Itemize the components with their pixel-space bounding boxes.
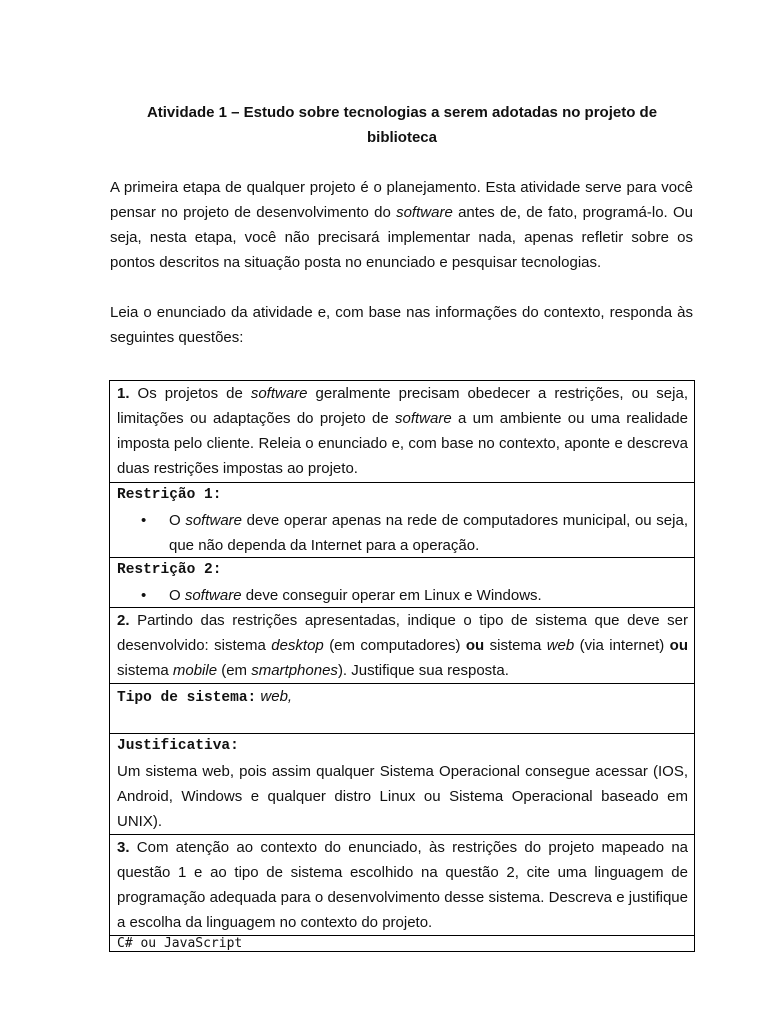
question-2-term-web: web <box>546 637 575 654</box>
question-2-text-i: sistema <box>117 662 173 679</box>
question-2-text-e: sistema <box>484 637 547 654</box>
question-1-text-e: a um ambiente ou uma realidade imposta pelo cliente. Releia o enunciado e, com base no contexto, aponte e descreva duas restrições impostas ao projeto. <box>117 410 688 477</box>
instruction-paragraph: Leia o enunciado da atividade e, com base nas informações do contexto, responda às seguintes questões: <box>110 304 693 346</box>
justification-text: Um sistema web, pois assim qualquer Sistema Operacional consegue acessar (IOS, Android, Windows e qualquer distro Linux ou Sistema Operacional baseado em UNIX). <box>117 763 688 830</box>
question-2-cell <box>110 607 694 683</box>
intro-software-term: software <box>396 204 453 221</box>
restriction-1-text-c: deve operar apenas na rede de computadores municipal, ou seja, que não dependa da Internet para a operação. <box>169 512 688 554</box>
question-3-text: Com atenção ao contexto do enunciado, às restrições do projeto mapeado na questão 1 e ao tipo de sistema escolhido na questão 2, cite uma linguagem de programação adequada para o desenvolvimento desse sistema. Descreva e justifique a escolha da linguagem no contexto do projeto. <box>117 839 688 931</box>
question-2-or-2: ou <box>669 637 688 654</box>
question-3-number: 3. <box>117 839 130 856</box>
answer-3-cell: C# ou JavaScript <box>110 935 694 951</box>
restriction-2-item <box>117 583 688 608</box>
restriction-2-cell <box>110 557 694 607</box>
question-1-text-a: Os projetos de <box>129 385 251 402</box>
bullet-icon: • <box>141 587 147 604</box>
question-2-term-desktop: desktop <box>271 637 324 654</box>
question-3-cell <box>110 834 694 935</box>
intro-text-2: antes de, de fato, programá-lo. Ou seja, nesta etapa, você não precisará implementar nada, apenas refletir sobre os pontos descritos na situação posta no enunciado e pesquisar tecnologias. <box>110 204 693 271</box>
question-1-cell <box>110 381 694 482</box>
restriction-1-item <box>117 508 688 558</box>
question-2-term-mobile: mobile <box>172 662 218 679</box>
question-2-number: 2. <box>117 612 130 629</box>
restriction-2-text-c: deve conseguir operar em Linux e Windows. <box>241 587 542 604</box>
questions-table <box>109 380 695 952</box>
intro-paragraph <box>110 175 693 275</box>
question-2-text-a: Partindo das restrições apresentadas, indique o tipo de sistema que deve ser desenvolvido: sistema <box>117 612 688 654</box>
system-type-value: web, <box>260 688 293 705</box>
system-type-cell <box>110 683 694 733</box>
restriction-2-label: Restrição 2: <box>117 562 222 578</box>
system-type-label: Tipo de sistema: <box>117 690 257 706</box>
question-2-text-g: (via internet) <box>574 637 670 654</box>
question-2-text-m: ). Justifique sua resposta. <box>337 662 509 679</box>
question-1-text-c: geralmente precisam obedecer a restrições, ou seja, limitações ou adaptações do projeto de <box>117 385 688 427</box>
question-1-number: 1. <box>117 385 130 402</box>
restriction-1-cell <box>110 482 694 557</box>
justification-cell <box>110 733 694 834</box>
intro-text-1: A primeira etapa de qualquer projeto é o planejamento. Esta atividade serve para você pensar no projeto de desenvolvimento do <box>110 179 693 221</box>
bullet-icon: • <box>141 512 147 529</box>
restriction-1-label: Restrição 1: <box>117 487 222 503</box>
restriction-1-text <box>169 508 688 558</box>
justification-label: Justificativa: <box>117 738 239 754</box>
restriction-2-term: software <box>184 587 242 604</box>
restriction-2-text-a: O <box>169 587 185 604</box>
question-2-term-smartphones: smartphones <box>251 662 338 679</box>
question-1-term-d: software <box>395 410 452 427</box>
question-2-text-k: (em <box>217 662 252 679</box>
restriction-2-text <box>169 583 688 608</box>
question-2-or-1: ou <box>465 637 485 654</box>
question-2-text-c: (em computadores) <box>323 637 466 654</box>
restriction-1-text-a: O <box>169 512 186 529</box>
document-title: Atividade 1 – Estudo sobre tecnologias a serem adotadas no projeto de biblioteca <box>146 104 658 146</box>
restriction-1-term: software <box>185 512 243 529</box>
question-1-term-b: software <box>250 385 308 402</box>
